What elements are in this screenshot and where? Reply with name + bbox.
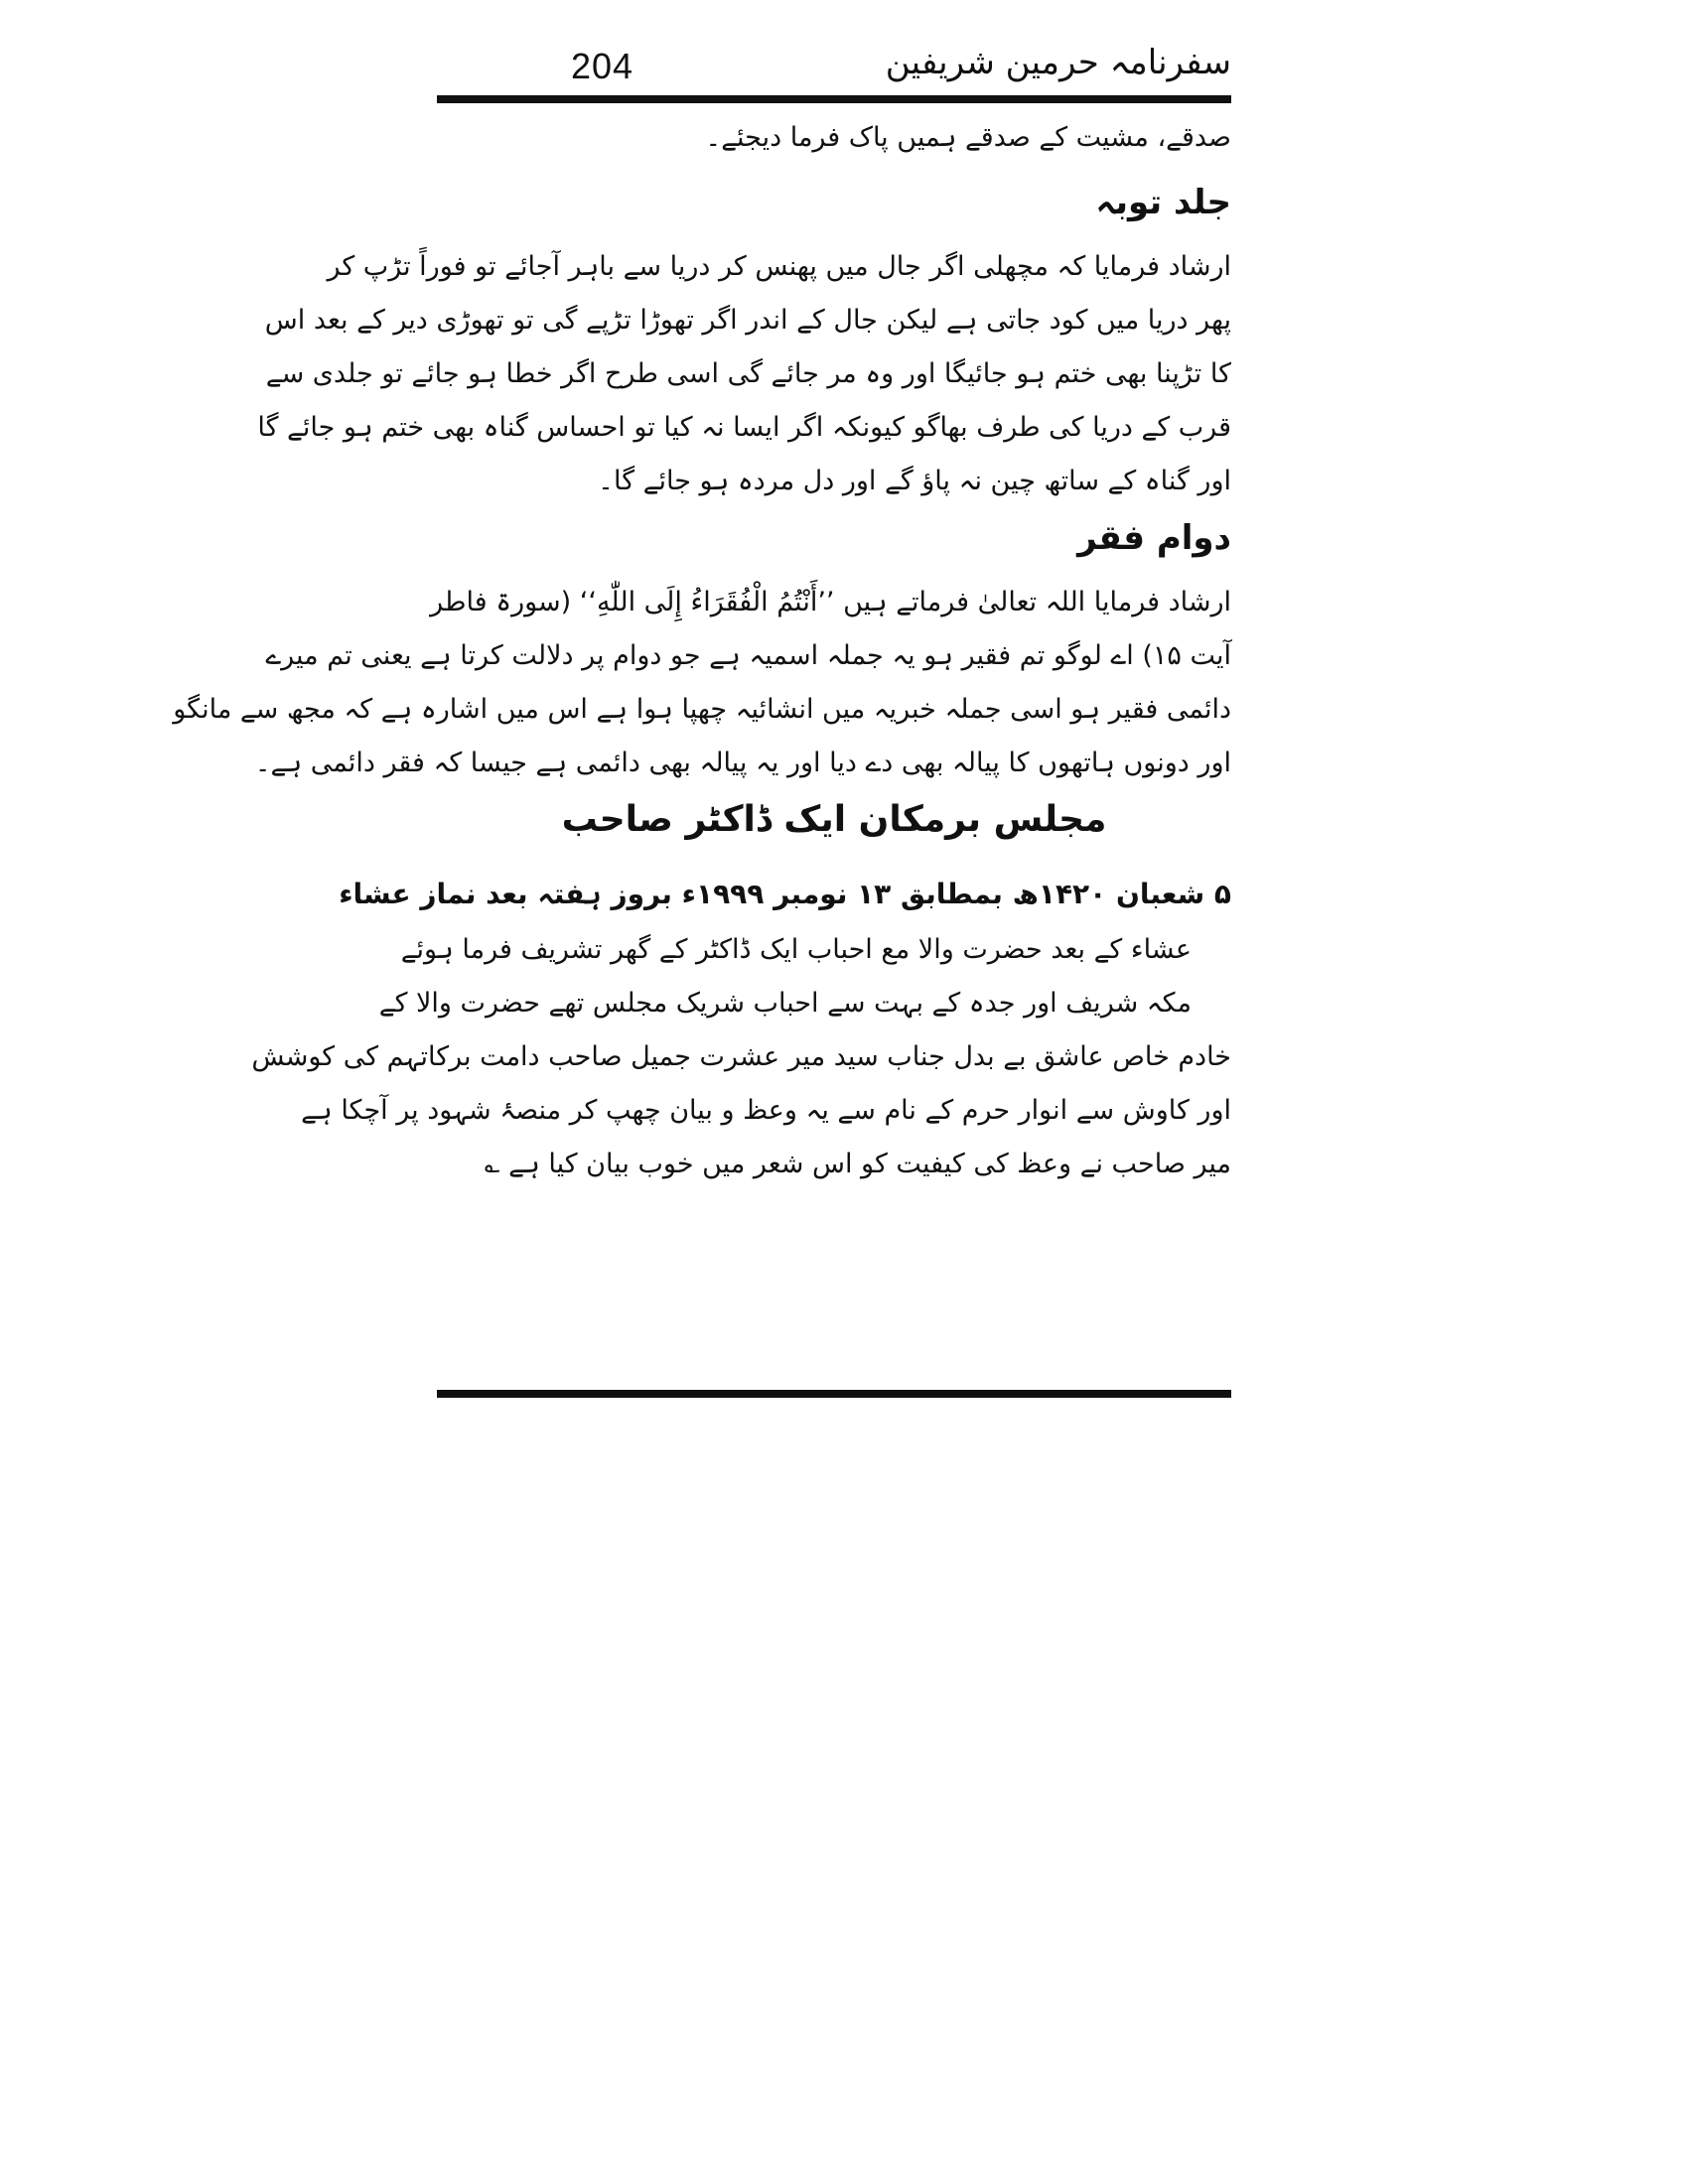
running-title: سفرنامہ حرمین شریفین — [885, 43, 1231, 82]
page-header — [437, 40, 1231, 94]
header-rule — [437, 95, 1231, 103]
paragraph-line: اور دونوں ہاتھوں کا پیالہ بھی دے دیا اور یہ پیالہ بھی دائمی ہے جیسا کہ فقر دائمی ہے۔ — [254, 748, 1231, 778]
paragraph-line: اور گناہ کے ساتھ چین نہ پاؤ گے اور دل مردہ ہو جائے گا۔ — [598, 466, 1231, 496]
paragraph-line: اور کاوش سے انوار حرم کے نام سے یہ وعظ و بیان چھپ کر منصۂ شہود پر آچکا ہے — [301, 1095, 1231, 1126]
majlis-dateline: ۵ شعبان ۱۴۲۰ھ بمطابق ۱۳ نومبر ۱۹۹۹ء بروز ہفتہ بعد نماز عشاء — [339, 878, 1231, 910]
paragraph-line: قرب کے دریا کی طرف بھاگو کیونکہ اگر ایسا نہ کیا تو احساس گناہ بھی ختم ہو جائے گا — [257, 412, 1231, 443]
paragraph-line: میر صاحب نے وعظ کی کیفیت کو اس شعر میں خوب بیان کیا ہے ؎ — [484, 1149, 1231, 1179]
section-paragraph-majlis — [251, 923, 1231, 1191]
section-paragraph-dawam-faqr — [173, 576, 1231, 790]
section-heading-dawam-faqr: دوام فقر — [1077, 518, 1231, 558]
paragraph-line: ارشاد فرمایا کہ مچھلی اگر جال میں پھنس کر دریا سے باہر آجائے تو فوراً تڑپ کر — [327, 251, 1231, 282]
intro-line: صدقے، مشیت کے صدقے ہمیں پاک فرما دیجئے۔ — [705, 122, 1231, 153]
page-body — [173, 111, 1231, 1191]
paragraph-line: خادم خاص عاشق بے بدل جناب سید میر عشرت جمیل صاحب دامت برکاتہم کی کوشش — [251, 1041, 1231, 1072]
paragraph-line: آیت ۱۵) اے لوگو تم فقیر ہو یہ جملہ اسمیہ ہے جو دوام پر دلالت کرتا ہے یعنی تم میرے — [265, 640, 1231, 671]
paragraph-line: کا تڑپنا بھی ختم ہو جائیگا اور وہ مر جائے گی اسی طرح اگر خطا ہو جائے تو جلدی سے — [265, 358, 1231, 389]
section-heading-majlis: مجلس برمکان ایک ڈاکٹر صاحب — [561, 799, 1107, 840]
footer-rule — [437, 1390, 1231, 1398]
paragraph-line: ارشاد فرمایا اللہ تعالیٰ فرماتے ہیں ’’أَنْتُمُ الْفُقَرَاءُ إِلَى اللّٰهِ‘‘ (سورۃ فاطر — [430, 587, 1231, 617]
page-number: 204 — [571, 46, 634, 86]
paragraph-line: دائمی فقیر ہو اسی جملہ خبریہ میں انشائیہ چھپا ہوا ہے اس میں اشارہ ہے کہ مجھ سے مانگو — [173, 694, 1231, 725]
paragraph-line: مکہ شریف اور جدہ کے بہت سے احباب شریک مجلس تھے حضرت والا کے — [378, 988, 1192, 1019]
section-paragraph-jaldi-tauba — [257, 240, 1231, 508]
paragraph-line: پھر دریا میں کود جاتی ہے لیکن جال کے اندر اگر تھوڑا تڑپے گی تو تھوڑی دیر کے بعد اس — [264, 305, 1231, 336]
paragraph-line: عشاء کے بعد حضرت والا مع احباب ایک ڈاکٹر کے گھر تشریف فرما ہوئے — [400, 934, 1192, 965]
section-heading-jaldi-tauba: جلد توبہ — [1095, 183, 1231, 222]
